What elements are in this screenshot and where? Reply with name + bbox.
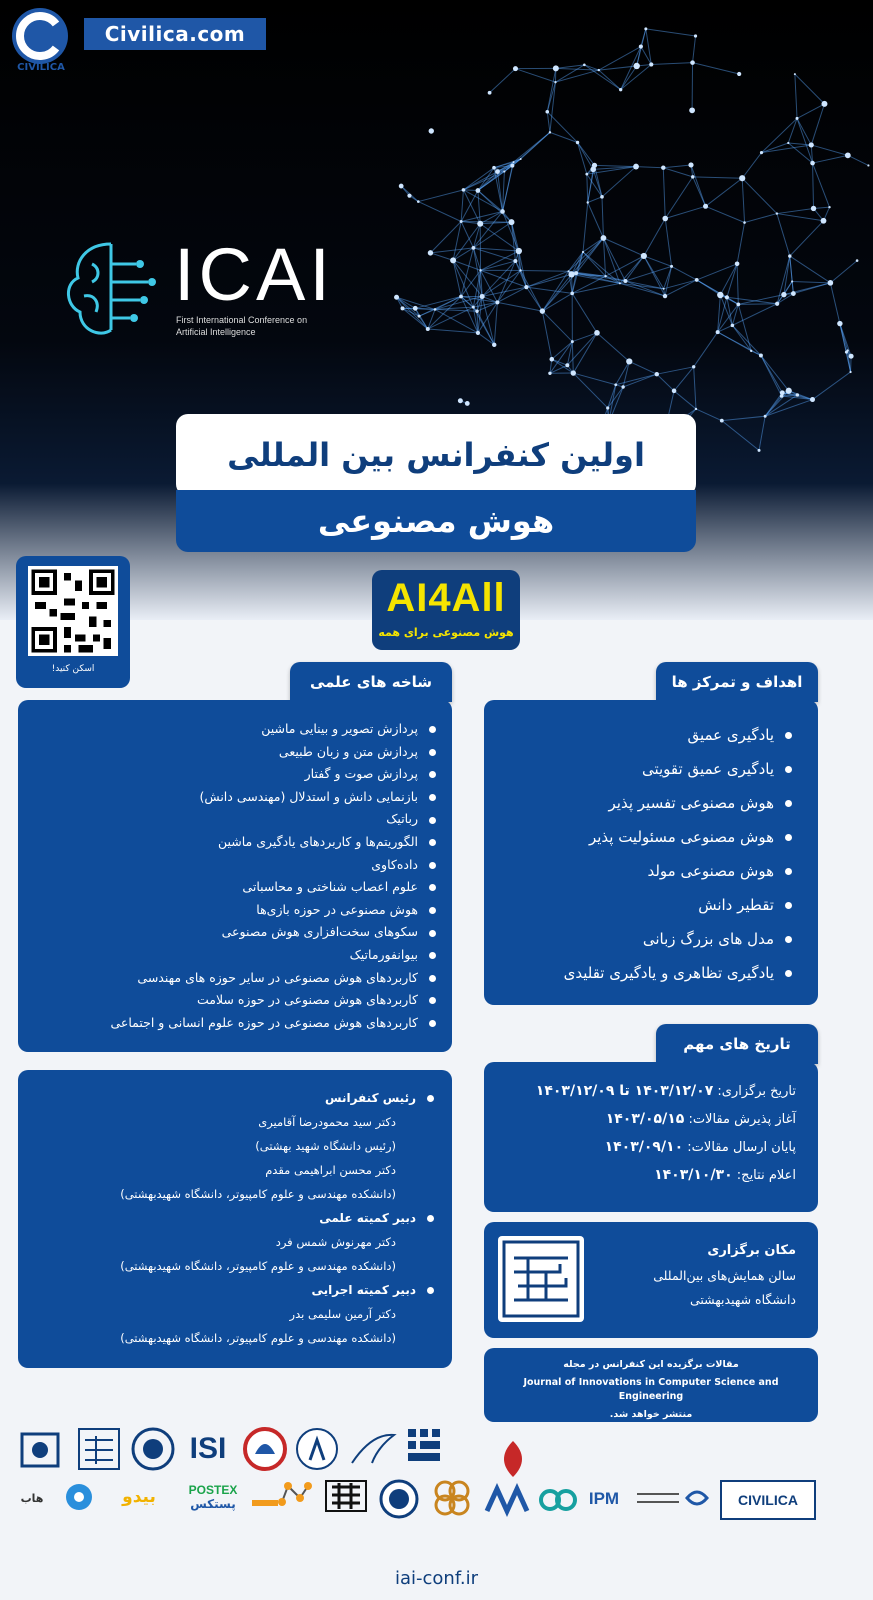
goal-item: تقطیر دانش	[494, 888, 794, 922]
date-label: پایان ارسال مقالات:	[687, 1140, 796, 1155]
goal-item: هوش مصنوعی مسئولیت پذیر	[494, 820, 794, 854]
slogan-sub: هوش مصنوعی برای همه	[378, 626, 514, 639]
branches-heading: شاخه های علمی	[290, 662, 452, 702]
exec-title: دبیر کمیته اجرایی	[24, 1278, 436, 1302]
dates-panel	[484, 1062, 818, 1212]
civilica-badge[interactable]: Civilica.com	[84, 18, 266, 50]
date-row	[494, 1078, 796, 1106]
hub-logo: هاب	[20, 1491, 44, 1505]
journal-line1: مقالات برگزیده این کنفرانس در مجله	[563, 1359, 739, 1370]
goal-item: یادگیری تظاهری و یادگیری تقلیدی	[494, 956, 794, 990]
branch-item: کاربردهای هوش مصنوعی در سایر حوزه های مهندسی	[24, 967, 438, 990]
institute-logo-icon	[14, 1428, 66, 1472]
iranian-society-logo-icon	[320, 1476, 372, 1520]
chair-title: رئیس کنفرانس	[24, 1086, 436, 1110]
qr-code-icon[interactable]	[28, 566, 118, 656]
committee-line: دکتر مهرنوش شمس فرد	[275, 1235, 396, 1249]
civilica-logo-icon	[6, 6, 74, 70]
partner-logos	[0, 1420, 873, 1560]
dates-heading: تاریخ های مهم	[656, 1024, 818, 1064]
university-seal-icon	[498, 1236, 584, 1322]
goal-item: یادگیری عمیق تقویتی	[494, 752, 794, 786]
venue-line2: دانشگاه شهیدبهشتی	[689, 1292, 796, 1307]
rings-logo-icon	[536, 1486, 580, 1514]
committee-line: دکتر آرمین سلیمی بدر	[289, 1307, 396, 1321]
committee-line: (دانشکده مهندسی و علوم کامپیوتر، دانشگاه شهیدبهشتی)	[120, 1187, 396, 1201]
date-value: ۱۴۰۳/۰۵/۱۵	[605, 1111, 685, 1127]
drop-logo-icon	[62, 1480, 96, 1514]
civilica-sponsor-name: CIVILICA	[738, 1492, 798, 1508]
branch-item: پردازش متن و زبان طبیعی	[24, 741, 438, 764]
postex-fa: پستکس	[190, 1497, 236, 1511]
committee-line: (دانشکده مهندسی و علوم کامپیوتر، دانشگاه شهیدبهشتی)	[120, 1331, 396, 1345]
goal-item: هوش مصنوعی تفسیر پذیر	[494, 786, 794, 820]
bird-logo-icon	[346, 1426, 400, 1472]
date-label: اعلام نتایج:	[736, 1168, 796, 1183]
committee-line: دکتر سید محمودرضا آقامیری	[258, 1115, 396, 1129]
qr-label: اسکن کنید!	[51, 664, 95, 674]
isi-logo: ISI	[189, 1432, 227, 1465]
company-logo-icon	[482, 1480, 532, 1520]
venue-line1: سالن همایش‌های بین‌المللی	[653, 1268, 796, 1283]
date-label: تاریخ برگزاری:	[717, 1084, 796, 1099]
branch-item: کاربردهای هوش مصنوعی در حوزه علوم انسانی و اجتماعی	[24, 1012, 438, 1035]
research-logo-icon	[630, 1482, 716, 1516]
postex-logo	[184, 1478, 242, 1516]
date-label: آغاز پذیرش مقالات:	[688, 1112, 796, 1127]
brain-circuit-icon	[56, 234, 166, 344]
icai-logo	[56, 232, 346, 352]
branch-item: پردازش صوت و گفتار	[24, 763, 438, 786]
branch-item: هوش مصنوعی در حوزه بازی‌ها	[24, 899, 438, 922]
committee-line: (دانشکده مهندسی و علوم کامپیوتر، دانشگاه شهیدبهشتی)	[120, 1259, 396, 1273]
date-value: ۱۴۰۳/۱۲/۰۷ تا ۱۴۰۳/۱۲/۰۹	[535, 1083, 714, 1099]
date-row	[494, 1106, 796, 1134]
government-logo-icon	[490, 1436, 536, 1482]
bidoo-logo: بیدو	[122, 1487, 156, 1507]
journal-line3: منتشر خواهد شد.	[609, 1409, 693, 1420]
journal-name: Journal of Innovations in Computer Science and Engineering	[523, 1377, 779, 1402]
university-logo-icon	[74, 1424, 124, 1474]
qr-card[interactable]	[16, 556, 130, 688]
venue-heading: مکان برگزاری	[707, 1243, 796, 1258]
seal-logo-icon	[128, 1424, 178, 1474]
date-row	[494, 1162, 796, 1190]
emblem-logo-icon	[240, 1424, 290, 1474]
branch-item: الگوریتم‌ها و کاربردهای یادگیری ماشین	[24, 831, 438, 854]
civilica-label: CIVILICA	[17, 62, 65, 73]
branch-item: رباتیک	[24, 808, 438, 831]
date-row	[494, 1134, 796, 1162]
goals-heading: اهداف و تمرکز ها	[656, 662, 818, 702]
slogan-main: AI4All	[386, 576, 506, 620]
committee-panel	[18, 1070, 452, 1368]
ipm-logo: IPM	[588, 1489, 620, 1508]
ai4all-slogan	[372, 570, 520, 650]
branch-item: کاربردهای هوش مصنوعی در حوزه سلامت	[24, 989, 438, 1012]
branch-item: بازنمایی دانش و استدلال (مهندسی دانش)	[24, 786, 438, 809]
date-value: ۱۴۰۳/۰۹/۱۰	[604, 1139, 684, 1155]
goal-item: مدل های بزرگ زبانی	[494, 922, 794, 956]
postex-en: POSTEX	[188, 1483, 238, 1497]
goals-panel	[484, 700, 818, 1005]
committee-line: (رئیس دانشگاه شهید بهشتی)	[255, 1139, 396, 1153]
conference-url[interactable]: iai-conf.ir	[395, 1568, 478, 1589]
branch-item: پردازش تصویر و بینایی ماشین	[24, 718, 438, 741]
branch-item: داده‌کاوی	[24, 854, 438, 877]
civilica-sponsor-logo	[720, 1480, 816, 1520]
icai-subtitle: First International Conference on Artificial Intelligence	[176, 315, 308, 337]
grid-logo-icon	[404, 1424, 444, 1470]
conference-subject: هوش مصنوعی	[176, 490, 696, 552]
runner-logo-icon	[292, 1424, 342, 1474]
sci-title: دبیر کمیته علمی	[24, 1206, 436, 1230]
branch-item: علوم اعصاب شناختی و محاسباتی	[24, 876, 438, 899]
venue-panel	[484, 1222, 818, 1338]
icai-acronym: ICAI	[174, 233, 334, 316]
journal-panel	[484, 1348, 818, 1422]
motor-logo-icon	[246, 1476, 316, 1516]
cells-logo-icon	[428, 1474, 476, 1522]
conference-title: اولین کنفرانس بین المللی	[176, 414, 696, 496]
branch-item: بیوانفورماتیک	[24, 944, 438, 967]
ice-logo-icon	[376, 1478, 422, 1520]
date-value: ۱۴۰۳/۱۰/۳۰	[654, 1167, 733, 1183]
goal-item: یادگیری عمیق	[494, 718, 794, 752]
committee-line: دکتر محسن ابراهیمی مقدم	[265, 1163, 396, 1177]
goal-item: هوش مصنوعی مولد	[494, 854, 794, 888]
branches-panel	[18, 700, 452, 1052]
branch-item: سکوهای سخت‌افزاری هوش مصنوعی	[24, 921, 438, 944]
